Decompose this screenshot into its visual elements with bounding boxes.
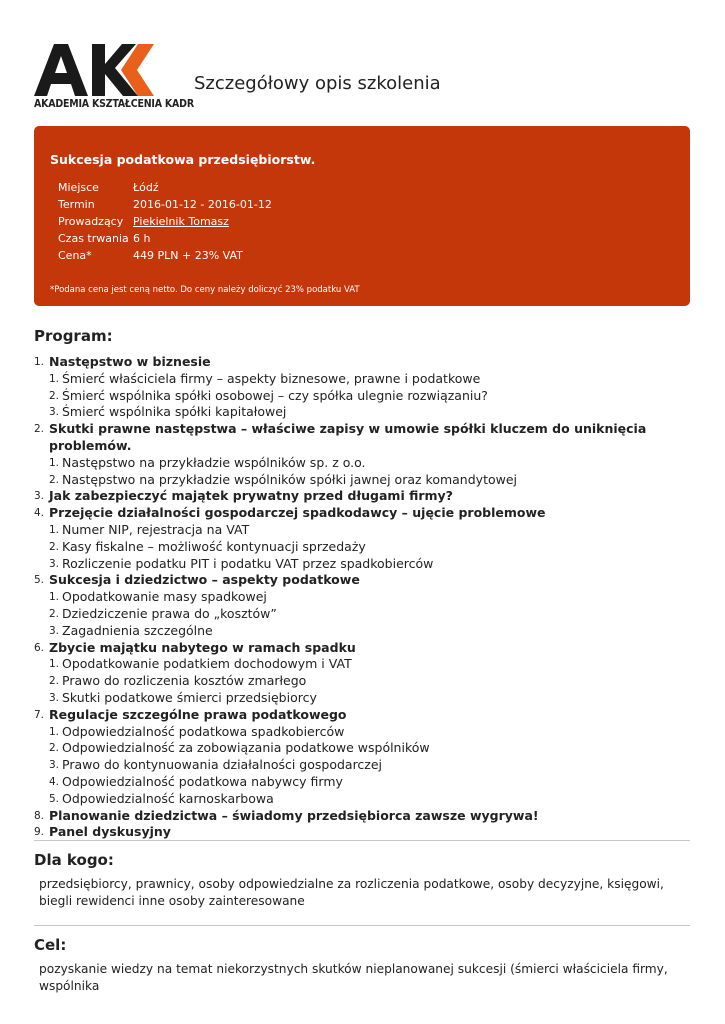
program-subitem-number: 2.	[49, 389, 60, 402]
program-subitem-text: Następstwo na przykładzie wspólników spółki jawnej oraz komandytowej	[62, 471, 517, 487]
program-subitem-number: 1.	[49, 591, 60, 604]
program-item-number: 2.	[34, 423, 45, 436]
program-item-number: 3.	[34, 490, 45, 503]
program-subitem-number: 3.	[49, 406, 60, 419]
program-subitem-number: 1.	[49, 658, 60, 671]
program-item-number: 7.	[34, 708, 45, 721]
program-subitem-number: 3.	[49, 759, 60, 772]
program-subitem-number: 2.	[49, 675, 60, 688]
program-subitem-text: Odpowiedzialność za zobowiązania podatkowe wspólników	[62, 740, 430, 756]
program-item-title: Sukcesja i dziedzictwo – aspekty podatkowe	[49, 572, 360, 588]
program-item-title: Następstwo w biznesie	[49, 354, 211, 369]
audience-text: przedsiębiorcy, prawnicy, osoby odpowiedzialne za rozliczenia podatkowe, osoby decyzyjne, księgowi, biegli rewidenci inne osoby zainteresowane	[39, 877, 664, 908]
program-item	[34, 505, 714, 522]
info-label: Prowadzący	[58, 215, 124, 228]
course-title: Sukcesja podatkowa przedsiębiorstw.	[50, 152, 316, 167]
program-item	[34, 707, 714, 724]
logo	[34, 44, 194, 116]
course-info-box	[34, 126, 690, 306]
program-subitem-number: 1.	[49, 372, 60, 385]
program-item-title: Przejęcie działalności gospodarczej spadkodawcy – ujęcie problemowe	[49, 505, 546, 521]
program-item-title: Planowanie dziedzictwa – świadomy przedsiębiorca zawsze wygrywa!	[49, 807, 539, 823]
program-subitem-number: 1.	[49, 523, 60, 536]
program-subitem	[34, 724, 714, 741]
program-subitem	[34, 371, 714, 388]
divider	[34, 925, 690, 926]
program-subitem-text: Prawo do rozliczenia kosztów zmarłego	[62, 673, 307, 689]
info-label: Miejsce	[58, 181, 99, 194]
info-label: Termin	[58, 198, 95, 211]
goal-text: pozyskanie wiedzy na temat niekorzystnych skutków nieplanowanej sukcesji (śmierci właściciela firmy, wspólnika	[39, 962, 668, 993]
program-subitem	[34, 690, 714, 707]
program-item-number: 8.	[34, 809, 45, 822]
audience-heading: Dla kogo:	[34, 851, 114, 869]
program-subitem	[34, 556, 714, 573]
info-value: 449 PLN + 23% VAT	[133, 249, 243, 262]
program-item-number: 5.	[34, 574, 45, 587]
program-subitem-text: Zagadnienia szczególne	[62, 622, 213, 638]
program-list	[34, 354, 714, 841]
program-subitem-text: Dziedziczenie prawa do „kosztów”	[62, 605, 277, 621]
divider	[34, 840, 690, 841]
program-item-title: Jak zabezpieczyć majątek prywatny przed długami firmy?	[49, 488, 453, 504]
program-item	[34, 640, 714, 657]
info-value: 2016-01-12 - 2016-01-12	[133, 198, 272, 211]
program-item-title: Panel dyskusyjny	[49, 824, 171, 840]
program-subitem	[34, 539, 714, 556]
program-item-title: Regulacje szczególne prawa podatkowego	[49, 706, 347, 722]
program-item-title: Skutki prawne następstwa – właściwe zapisy w umowie spółki kluczem do uniknięcia problemów.	[49, 421, 647, 453]
program-subitem-text: Śmierć właściciela firmy – aspekty biznesowe, prawne i podatkowe	[62, 370, 481, 386]
trainer-link[interactable]: Piekielnik Tomasz	[133, 215, 229, 228]
program-subitem-number: 2.	[49, 473, 60, 486]
info-label: Czas trwania	[58, 232, 129, 245]
program-subitem	[34, 623, 714, 640]
program-item	[34, 354, 714, 371]
program-item-number: 9.	[34, 826, 45, 839]
program-subitem-text: Prawo do kontynuowania działalności gospodarczej	[62, 757, 383, 773]
program-subitem-number: 1.	[49, 456, 60, 469]
program-subitem-text: Numer NIP, rejestracja na VAT	[62, 521, 250, 537]
price-note: *Podana cena jest ceną netto. Do ceny należy doliczyć 23% podatku VAT	[50, 285, 360, 295]
program-item-number: 1.	[34, 356, 45, 368]
program-item	[34, 808, 714, 825]
page-title: Szczegółowy opis szkolenia	[194, 73, 441, 94]
program-subitem	[34, 774, 714, 791]
program-subitem	[34, 522, 714, 539]
program-item-title: Zbycie majątku nabytego w ramach spadku	[49, 639, 356, 655]
program-item	[34, 824, 714, 841]
program-subitem	[34, 791, 714, 808]
goal-heading: Cel:	[34, 936, 67, 954]
program-subitem-number: 2.	[49, 742, 60, 755]
info-label: Cena*	[58, 249, 92, 262]
program-subitem-text: Następstwo na przykładzie wspólników sp. z o.o.	[62, 454, 366, 470]
program-subitem-number: 2.	[49, 540, 60, 553]
program-item	[34, 421, 714, 455]
program-item	[34, 572, 714, 589]
info-value: 6 h	[133, 232, 151, 245]
program-subitem-number: 5.	[49, 792, 60, 805]
program-item-number: 4.	[34, 507, 45, 520]
program-subitem	[34, 673, 714, 690]
program-subitem-number: 2.	[49, 607, 60, 620]
program-subitem	[34, 472, 714, 489]
program-subitem-number: 4.	[49, 775, 60, 788]
program-subitem-number: 3.	[49, 557, 60, 570]
program-subitem-text: Odpowiedzialność podatkowa nabywcy firmy	[62, 773, 343, 789]
program-subitem-text: Kasy fiskalne – możliwość kontynuacji sprzedaży	[62, 538, 366, 554]
info-value: Łódź	[133, 181, 159, 194]
program-subitem-number: 3.	[49, 624, 60, 637]
logo-mark-icon	[34, 44, 174, 96]
program-subitem	[34, 404, 714, 421]
program-subitem-text: Opodatkowanie podatkiem dochodowym i VAT	[62, 656, 352, 672]
program-subitem	[34, 757, 714, 774]
logo-caption: AKADEMIA KSZTAŁCENIA KADR	[34, 98, 194, 110]
program-subitem	[34, 589, 714, 606]
program-subitem-text: Odpowiedzialność karnoskarbowa	[62, 790, 274, 806]
program-subitem-text: Odpowiedzialność podatkowa spadkobierców	[62, 723, 345, 739]
program-subitem	[34, 656, 714, 673]
program-item	[34, 488, 714, 505]
program-subitem	[34, 388, 714, 405]
program-subitem	[34, 455, 714, 472]
program-subitem-text: Rozliczenie podatku PIT i podatku VAT przez spadkobierców	[62, 555, 434, 571]
program-heading: Program:	[34, 327, 113, 345]
program-subitem-text: Skutki podatkowe śmierci przedsiębiorcy	[62, 689, 317, 705]
program-subitem-text: Śmierć wspólnika spółki kapitałowej	[62, 404, 287, 420]
program-subitem-number: 3.	[49, 691, 60, 704]
program-item-number: 6.	[34, 641, 45, 654]
program-subitem-text: Śmierć wspólnika spółki osobowej – czy spółka ulegnie rozwiązaniu?	[62, 387, 488, 403]
program-subitem	[34, 606, 714, 623]
program-subitem	[34, 740, 714, 757]
program-subitem-number: 1.	[49, 725, 60, 738]
program-subitem-text: Opodatkowanie masy spadkowej	[62, 589, 267, 605]
